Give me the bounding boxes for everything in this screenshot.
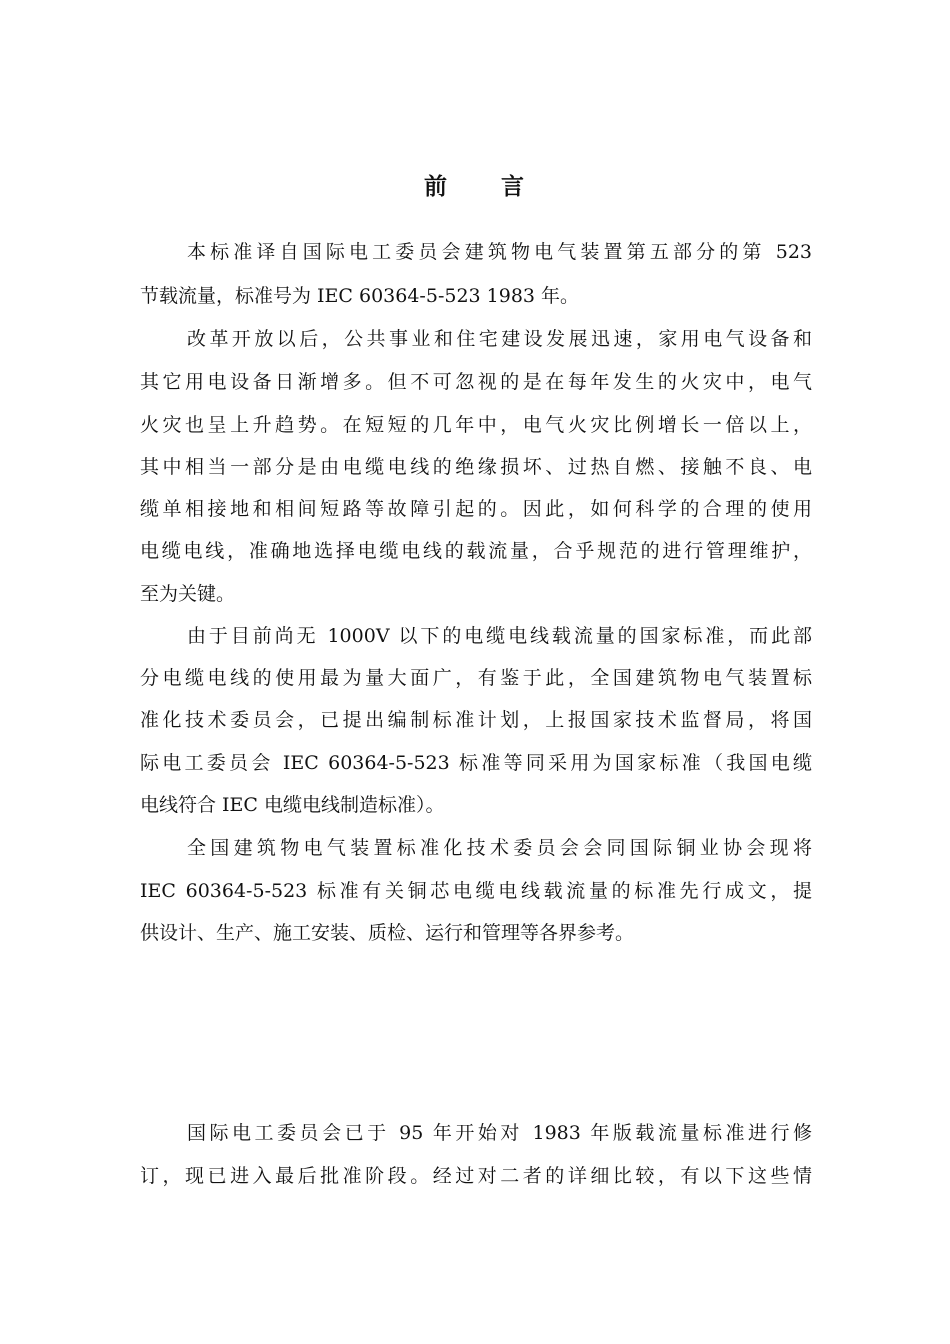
title-char-2: 言 [501,174,526,200]
paragraph-5-line-2: 订，现已进入最后批准阶段。经过对二者的详细比较，有以下这些情 [140,1165,812,1187]
paragraph-2-line-6: 电缆电线，准确地选择电缆电线的载流量，合乎规范的进行管理维护， [140,540,812,562]
paragraph-2-line-3: 火灾也呈上升趋势。在短短的几年中，电气火灾比例增长一倍以上， [140,414,812,436]
paragraph-2-line-1: 改革开放以后，公共事业和住宅建设发展迅速，家用电气设备和 [187,328,812,350]
paragraph-3-line-2: 分电缆电线的使用最为量大面广，有鉴于此，全国建筑物电气装置标 [140,667,812,689]
paragraph-3-line-4: 际电工委员会 IEC 60364-5-523 标准等同采用为国家标准（我国电缆 [140,752,812,774]
paragraph-3-line-3: 准化技术委员会，已提出编制标准计划，上报国家技术监督局，将国 [140,709,812,731]
paragraph-1-line-2: 节载流量，标准号为 IEC 60364-5-523 1983 年。 [140,285,580,307]
title-char-1: 前 [424,174,449,200]
paragraph-4-line-2: IEC 60364-5-523 标准有关铜芯电缆电线载流量的标准先行成文，提 [140,880,812,902]
paragraph-4-line-1: 全国建筑物电气装置标准化技术委员会会同国际铜业协会现将 [187,837,812,859]
paragraph-2-line-2: 其它用电设备日渐增多。但不可忽视的是在每年发生的火灾中，电气 [140,371,812,393]
paragraph-2-line-4: 其中相当一部分是由电缆电线的绝缘损坏、过热自燃、接触不良、电 [140,456,812,478]
paragraph-3-line-1: 由于目前尚无 1000V 以下的电缆电线载流量的国家标准，而此部 [187,625,812,647]
page-title [0,168,950,201]
paragraph-4-line-3: 供设计、生产、施工安装、质检、运行和管理等各界参考。 [140,922,635,944]
paragraph-2-line-7: 至为关键。 [140,583,236,605]
paragraph-3-line-5: 电线符合 IEC 电缆电线制造标准）。 [140,794,445,816]
paragraph-5-line-1: 国际电工委员会已于 95 年开始对 1983 年版载流量标准进行修 [187,1122,812,1144]
paragraph-2-line-5: 缆单相接地和相间短路等故障引起的。因此，如何科学的合理的使用 [140,498,812,520]
paragraph-1-line-1: 本标准译自国际电工委员会建筑物电气装置第五部分的第 523 [187,241,812,263]
